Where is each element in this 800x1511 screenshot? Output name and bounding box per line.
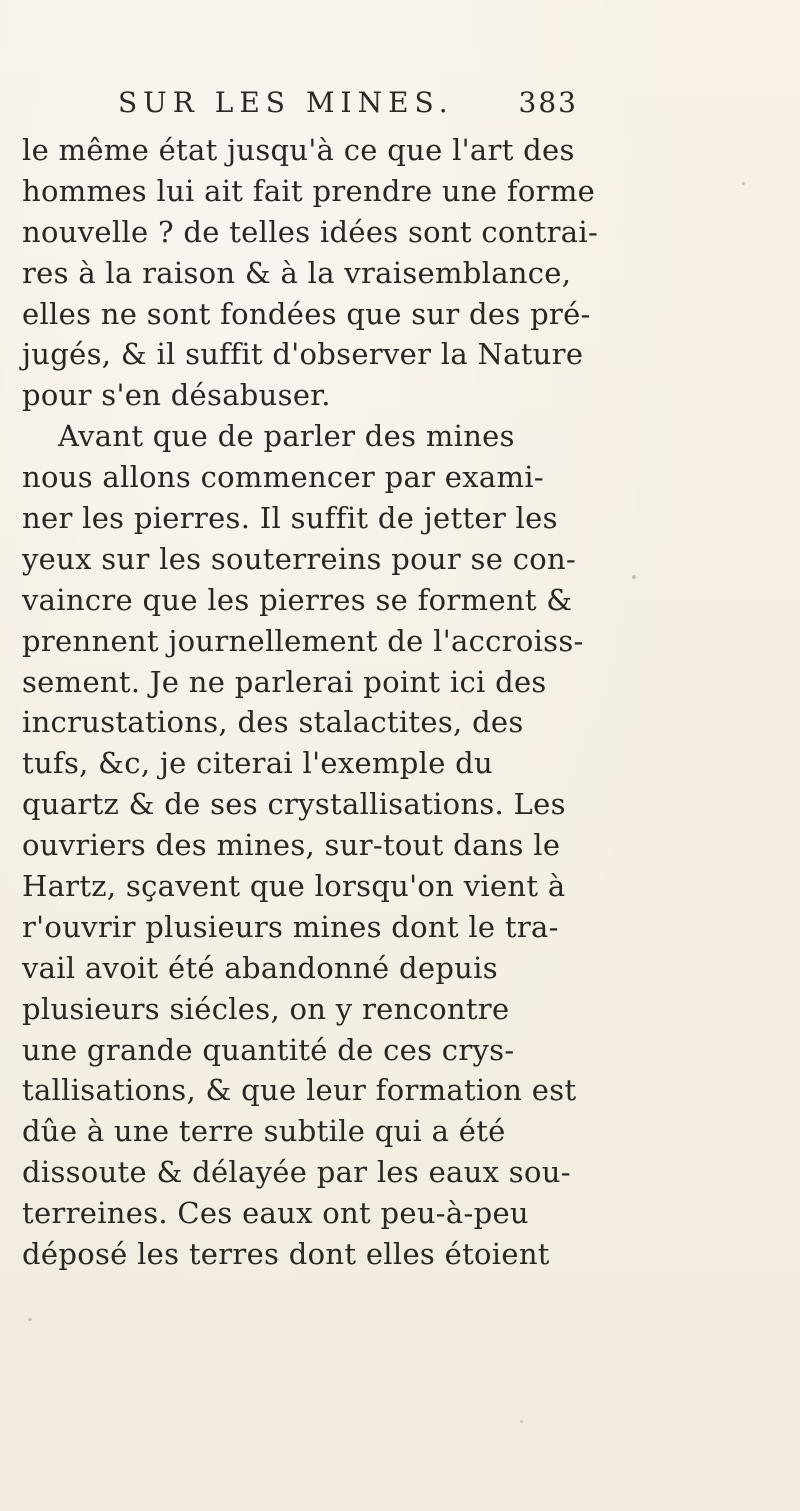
text-line-10: ner les pierres. Il suffit de jetter les [22, 501, 558, 536]
text-line-26: dissoute & délayée par les eaux sou- [22, 1155, 571, 1190]
text-line-6: jugés, & il suffit d'observer la Nature [22, 337, 584, 372]
paper-speck [742, 182, 745, 185]
paper-speck [520, 1420, 523, 1423]
text-line-23: une grande quantité de ces crys- [22, 1032, 515, 1067]
page-number: 383 [518, 86, 578, 119]
running-head [118, 86, 578, 126]
paper-speck [28, 1318, 32, 1321]
text-line-19: Hartz, sçavent que lorsqu'on vient à [22, 869, 566, 904]
text-line-3: nouvelle ? de telles idées sont contrai- [22, 214, 599, 249]
body-text [22, 130, 782, 1275]
text-line-15: incrustations, des stalactites, des [22, 705, 524, 740]
text-line-4: res à la raison & à la vraisemblance, [22, 255, 572, 290]
running-title: SUR LES MINES. [118, 86, 454, 119]
paper-speck [632, 575, 636, 579]
text-line-20: r'ouvrir plusieurs mines dont le tra- [22, 909, 559, 944]
text-line-11: yeux sur les souterreins pour se con- [22, 541, 577, 576]
text-line-14: sement. Je ne parlerai point ici des [22, 664, 547, 699]
text-line-24: tallisations, & que leur formation est [22, 1073, 577, 1108]
text-line-21: vail avoit été abandonné depuis [22, 950, 498, 985]
text-line-12: vaincre que les pierres se forment & [22, 582, 573, 617]
text-line-27: terreines. Ces eaux ont peu-à-peu [22, 1196, 529, 1231]
text-line-13: prennent journellement de l'accroiss- [22, 623, 584, 658]
text-line-7: pour s'en désabuser. [22, 378, 331, 413]
text-line-22: plusieurs siécles, on y rencontre [22, 991, 510, 1026]
text-line-25: dûe à une terre subtile qui a été [22, 1114, 506, 1149]
text-line-8: Avant que de parler des mines [58, 419, 515, 454]
text-line-17: quartz & de ses crystallisations. Les [22, 787, 566, 822]
text-line-18: ouvriers des mines, sur-tout dans le [22, 828, 561, 863]
text-line-16: tufs, &c, je citerai l'exemple du [22, 746, 494, 781]
text-line-9: nous allons commencer par exami- [22, 460, 544, 495]
text-line-28: déposé les terres dont elles étoient [22, 1237, 550, 1272]
text-line-5: elles ne sont fondées que sur des pré- [22, 296, 591, 331]
text-line-1: le même état jusqu'à ce que l'art des [22, 133, 575, 167]
text-line-2: hommes lui ait fait prendre une forme [22, 173, 596, 208]
